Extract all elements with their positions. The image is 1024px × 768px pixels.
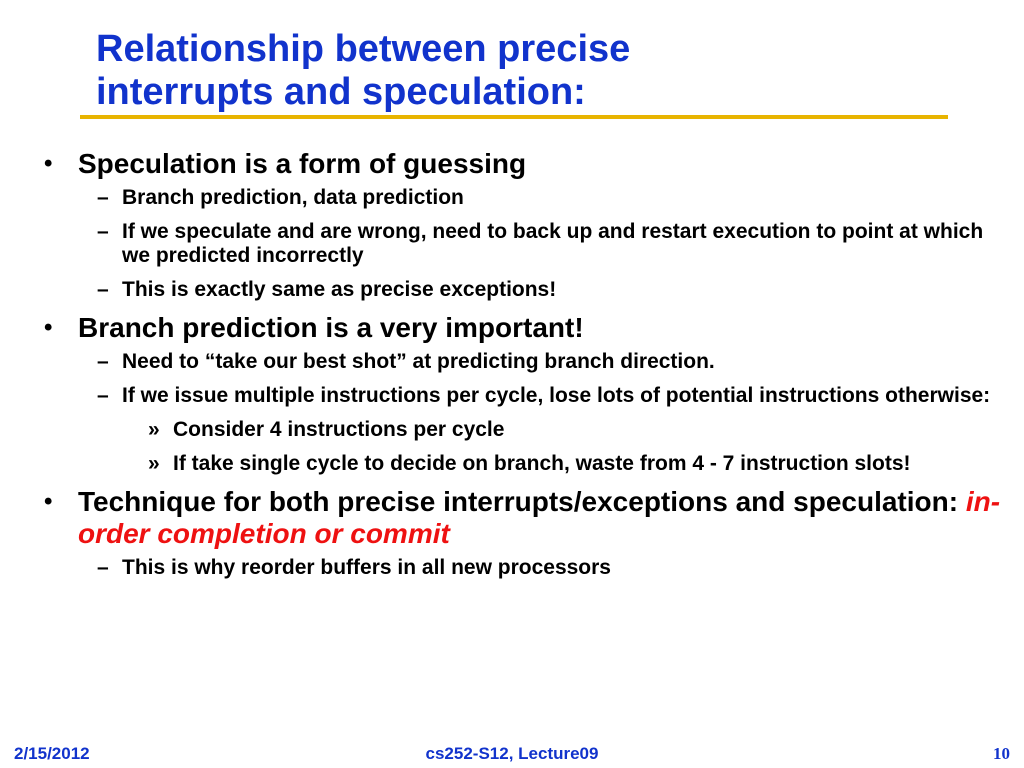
title-underline (80, 115, 948, 119)
slide-body (40, 140, 1010, 580)
sub-bullet (40, 350, 1010, 374)
sub-bullet (40, 556, 1010, 580)
dash-marker: – (97, 220, 109, 243)
footer-page-number: 10 (993, 744, 1010, 763)
bullet-text: Branch prediction is a very important! (78, 312, 584, 343)
bullet-marker: • (44, 488, 53, 515)
sub-bullet-text: This is why reorder buffers in all new processors (122, 556, 611, 579)
sub-bullet-text: Need to “take our best shot” at predicting branch direction. (122, 350, 715, 373)
sub-bullet (40, 278, 1010, 302)
dash-marker: – (97, 186, 109, 209)
bullet-branch-prediction (40, 312, 1010, 344)
guillemet-marker: » (148, 418, 160, 441)
emphasis-text: in-order completion or commit (78, 486, 1001, 549)
title-line-1: Relationship between precise (96, 28, 631, 70)
sub-sub-bullet-text: If take single cycle to decide on branch, waste from 4 - 7 instruction slots! (173, 452, 911, 475)
title-line-2: interrupts and speculation: (96, 71, 586, 113)
sub-bullet-text: Branch prediction, data prediction (122, 186, 464, 209)
dash-marker: – (97, 556, 109, 579)
bullet-technique (40, 486, 1010, 550)
bullet-marker: • (44, 150, 53, 177)
bullet-text: Technique for both precise interrupts/exceptions and speculation: (78, 486, 959, 517)
dash-marker: – (97, 384, 109, 407)
dash-marker: – (97, 278, 109, 301)
sub-bullet-text: If we issue multiple instructions per cycle, lose lots of potential instructions otherwise: (122, 384, 991, 407)
guillemet-marker: » (148, 452, 160, 475)
bullet-speculation (40, 148, 1010, 180)
bullet-marker: • (44, 314, 53, 341)
footer-course: cs252-S12, Lecture09 (425, 744, 599, 763)
footer-date: 2/15/2012 (14, 744, 90, 763)
sub-sub-bullet-text: Consider 4 instructions per cycle (173, 418, 505, 441)
sub-bullet (40, 220, 1010, 268)
sub-sub-bullet (40, 418, 1010, 442)
slide-title (96, 28, 956, 114)
bullet-text: Speculation is a form of guessing (78, 148, 527, 179)
sub-bullet (40, 186, 1010, 210)
sub-bullet-text: If we speculate and are wrong, need to back up and restart execution to point at which we predicted incorrectly (122, 220, 984, 267)
dash-marker: – (97, 350, 109, 373)
sub-bullet-text: This is exactly same as precise exceptions! (122, 278, 557, 301)
sub-bullet (40, 384, 1010, 408)
sub-sub-bullet (40, 452, 1010, 476)
